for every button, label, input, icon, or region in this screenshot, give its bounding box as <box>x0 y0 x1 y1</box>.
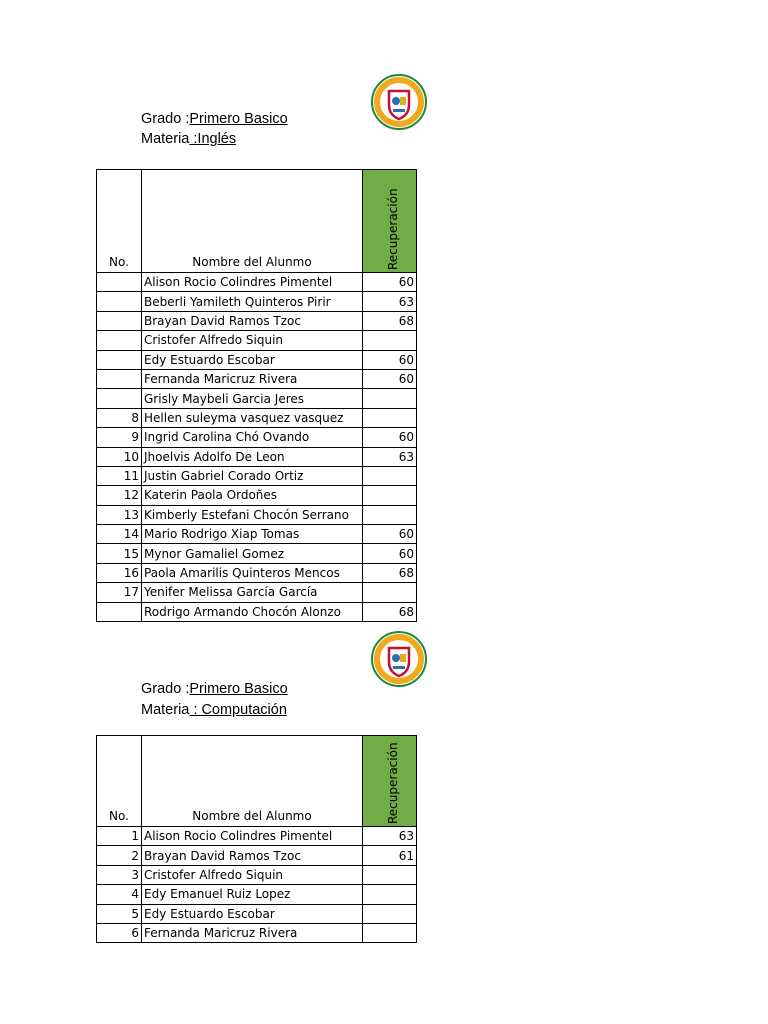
column-header-recuperacion <box>363 170 417 273</box>
recuperacion-score-cell <box>363 408 417 427</box>
recuperacion-score-cell <box>363 505 417 524</box>
table-row <box>97 827 417 846</box>
student-name-cell: Yenifer Melissa García García <box>142 583 363 602</box>
student-name-cell: Ingrid Carolina Chó Ovando <box>142 428 363 447</box>
table-row <box>97 865 417 884</box>
student-number-cell: 11 <box>97 466 142 485</box>
recuperacion-score-cell: 63 <box>363 827 417 846</box>
student-name-cell: Alison Rocio Colindres Pimentel <box>142 827 363 846</box>
table-row <box>97 408 417 427</box>
recuperacion-label: Recuperación <box>385 742 400 824</box>
column-header-name: Nombre del Alunmo <box>142 736 363 827</box>
student-name-cell: Paola Amarilis Quinteros Mencos <box>142 563 363 582</box>
grado-label: Grado : <box>141 681 190 697</box>
student-number-cell: 15 <box>97 544 142 563</box>
table-row <box>97 331 417 350</box>
recuperacion-score-cell <box>363 466 417 485</box>
student-number-cell <box>97 273 142 292</box>
table-row <box>97 563 417 582</box>
recuperacion-score-cell <box>363 923 417 942</box>
table-row <box>97 389 417 408</box>
recuperacion-score-cell <box>363 885 417 904</box>
table-row <box>97 428 417 447</box>
student-number-cell: 3 <box>97 865 142 884</box>
student-name-cell: Kimberly Estefani Chocón Serrano <box>142 505 363 524</box>
table-row <box>97 583 417 602</box>
table-row <box>97 350 417 369</box>
grado-value: Primero Basico <box>189 681 288 697</box>
student-number-cell: 5 <box>97 904 142 923</box>
student-number-cell: 14 <box>97 525 142 544</box>
table-row <box>97 846 417 865</box>
grado-label: Grado : <box>141 111 190 127</box>
student-number-cell: 2 <box>97 846 142 865</box>
student-number-cell <box>97 602 142 621</box>
student-name-cell: Brayan David Ramos Tzoc <box>142 846 363 865</box>
column-header-name: Nombre del Alunmo <box>142 170 363 273</box>
recuperacion-score-cell: 63 <box>363 447 417 466</box>
recuperacion-score-cell: 60 <box>363 350 417 369</box>
student-name-cell: Edy Emanuel Ruiz Lopez <box>142 885 363 904</box>
student-name-cell: Mynor Gamaliel Gomez <box>142 544 363 563</box>
table-row <box>97 885 417 904</box>
student-name-cell: Mario Rodrigo Xiap Tomas <box>142 525 363 544</box>
grades-table-computacion <box>96 735 417 943</box>
student-number-cell: 17 <box>97 583 142 602</box>
recuperacion-score-cell: 60 <box>363 428 417 447</box>
table-row <box>97 311 417 330</box>
student-number-cell <box>97 292 142 311</box>
table-row <box>97 447 417 466</box>
grade-header <box>141 109 288 129</box>
school-logo-seal <box>370 73 428 131</box>
student-number-cell: 9 <box>97 428 142 447</box>
recuperacion-score-cell: 68 <box>363 311 417 330</box>
student-number-cell <box>97 350 142 369</box>
table-row <box>97 923 417 942</box>
student-number-cell: 1 <box>97 827 142 846</box>
student-name-cell: Brayan David Ramos Tzoc <box>142 311 363 330</box>
table-row <box>97 602 417 621</box>
column-header-no: No. <box>97 170 142 273</box>
recuperacion-label: Recuperación <box>385 188 400 270</box>
column-header-recuperacion <box>363 736 417 827</box>
recuperacion-score-cell: 60 <box>363 369 417 388</box>
student-number-cell <box>97 331 142 350</box>
student-number-cell: 4 <box>97 885 142 904</box>
recuperacion-score-cell: 60 <box>363 544 417 563</box>
recuperacion-score-cell: 60 <box>363 525 417 544</box>
table-row <box>97 292 417 311</box>
recuperacion-score-cell <box>363 331 417 350</box>
student-number-cell <box>97 389 142 408</box>
school-logo-seal <box>370 630 428 688</box>
student-name-cell: Fernanda Maricruz Rivera <box>142 923 363 942</box>
recuperacion-score-cell <box>363 904 417 923</box>
materia-label: Materia <box>141 702 190 718</box>
recuperacion-score-cell: 68 <box>363 563 417 582</box>
student-number-cell <box>97 311 142 330</box>
student-number-cell: 6 <box>97 923 142 942</box>
table-row <box>97 273 417 292</box>
grade-header <box>141 679 288 699</box>
student-number-cell: 12 <box>97 486 142 505</box>
student-number-cell: 10 <box>97 447 142 466</box>
student-number-cell: 13 <box>97 505 142 524</box>
table-row <box>97 904 417 923</box>
recuperacion-score-cell: 63 <box>363 292 417 311</box>
student-name-cell: Cristofer Alfredo Siquin <box>142 331 363 350</box>
table-row <box>97 369 417 388</box>
recuperacion-score-cell <box>363 583 417 602</box>
grades-table-ingles <box>96 169 417 622</box>
table-row <box>97 466 417 485</box>
recuperacion-score-cell: 68 <box>363 602 417 621</box>
table-row <box>97 486 417 505</box>
table-row <box>97 525 417 544</box>
materia-value: :Inglés <box>189 131 237 147</box>
table-header-row <box>97 170 417 273</box>
subject-header <box>141 700 287 720</box>
student-number-cell: 16 <box>97 563 142 582</box>
grado-value: Primero Basico <box>189 111 288 127</box>
recuperacion-score-cell <box>363 389 417 408</box>
student-name-cell: Katerin Paola Ordoñes <box>142 486 363 505</box>
table-row <box>97 544 417 563</box>
student-name-cell: Cristofer Alfredo Siquin <box>142 865 363 884</box>
student-name-cell: Beberli Yamileth Quinteros Pirir <box>142 292 363 311</box>
table-header-row <box>97 736 417 827</box>
table-row <box>97 505 417 524</box>
student-name-cell: Edy Estuardo Escobar <box>142 904 363 923</box>
student-name-cell: Hellen suleyma vasquez vasquez <box>142 408 363 427</box>
student-number-cell <box>97 369 142 388</box>
materia-label: Materia <box>141 131 190 147</box>
student-name-cell: Alison Rocio Colindres Pimentel <box>142 273 363 292</box>
student-number-cell: 8 <box>97 408 142 427</box>
student-name-cell: Grisly Maybeli Garcia Jeres <box>142 389 363 408</box>
student-name-cell: Edy Estuardo Escobar <box>142 350 363 369</box>
column-header-no: No. <box>97 736 142 827</box>
student-name-cell: Justin Gabriel Corado Ortiz <box>142 466 363 485</box>
student-name-cell: Rodrigo Armando Chocón Alonzo <box>142 602 363 621</box>
student-name-cell: Jhoelvis Adolfo De Leon <box>142 447 363 466</box>
recuperacion-score-cell <box>363 865 417 884</box>
recuperacion-score-cell: 61 <box>363 846 417 865</box>
recuperacion-score-cell <box>363 486 417 505</box>
student-name-cell: Fernanda Maricruz Rivera <box>142 369 363 388</box>
recuperacion-score-cell: 60 <box>363 273 417 292</box>
subject-header <box>141 129 236 149</box>
materia-value: : Computación <box>189 702 287 718</box>
